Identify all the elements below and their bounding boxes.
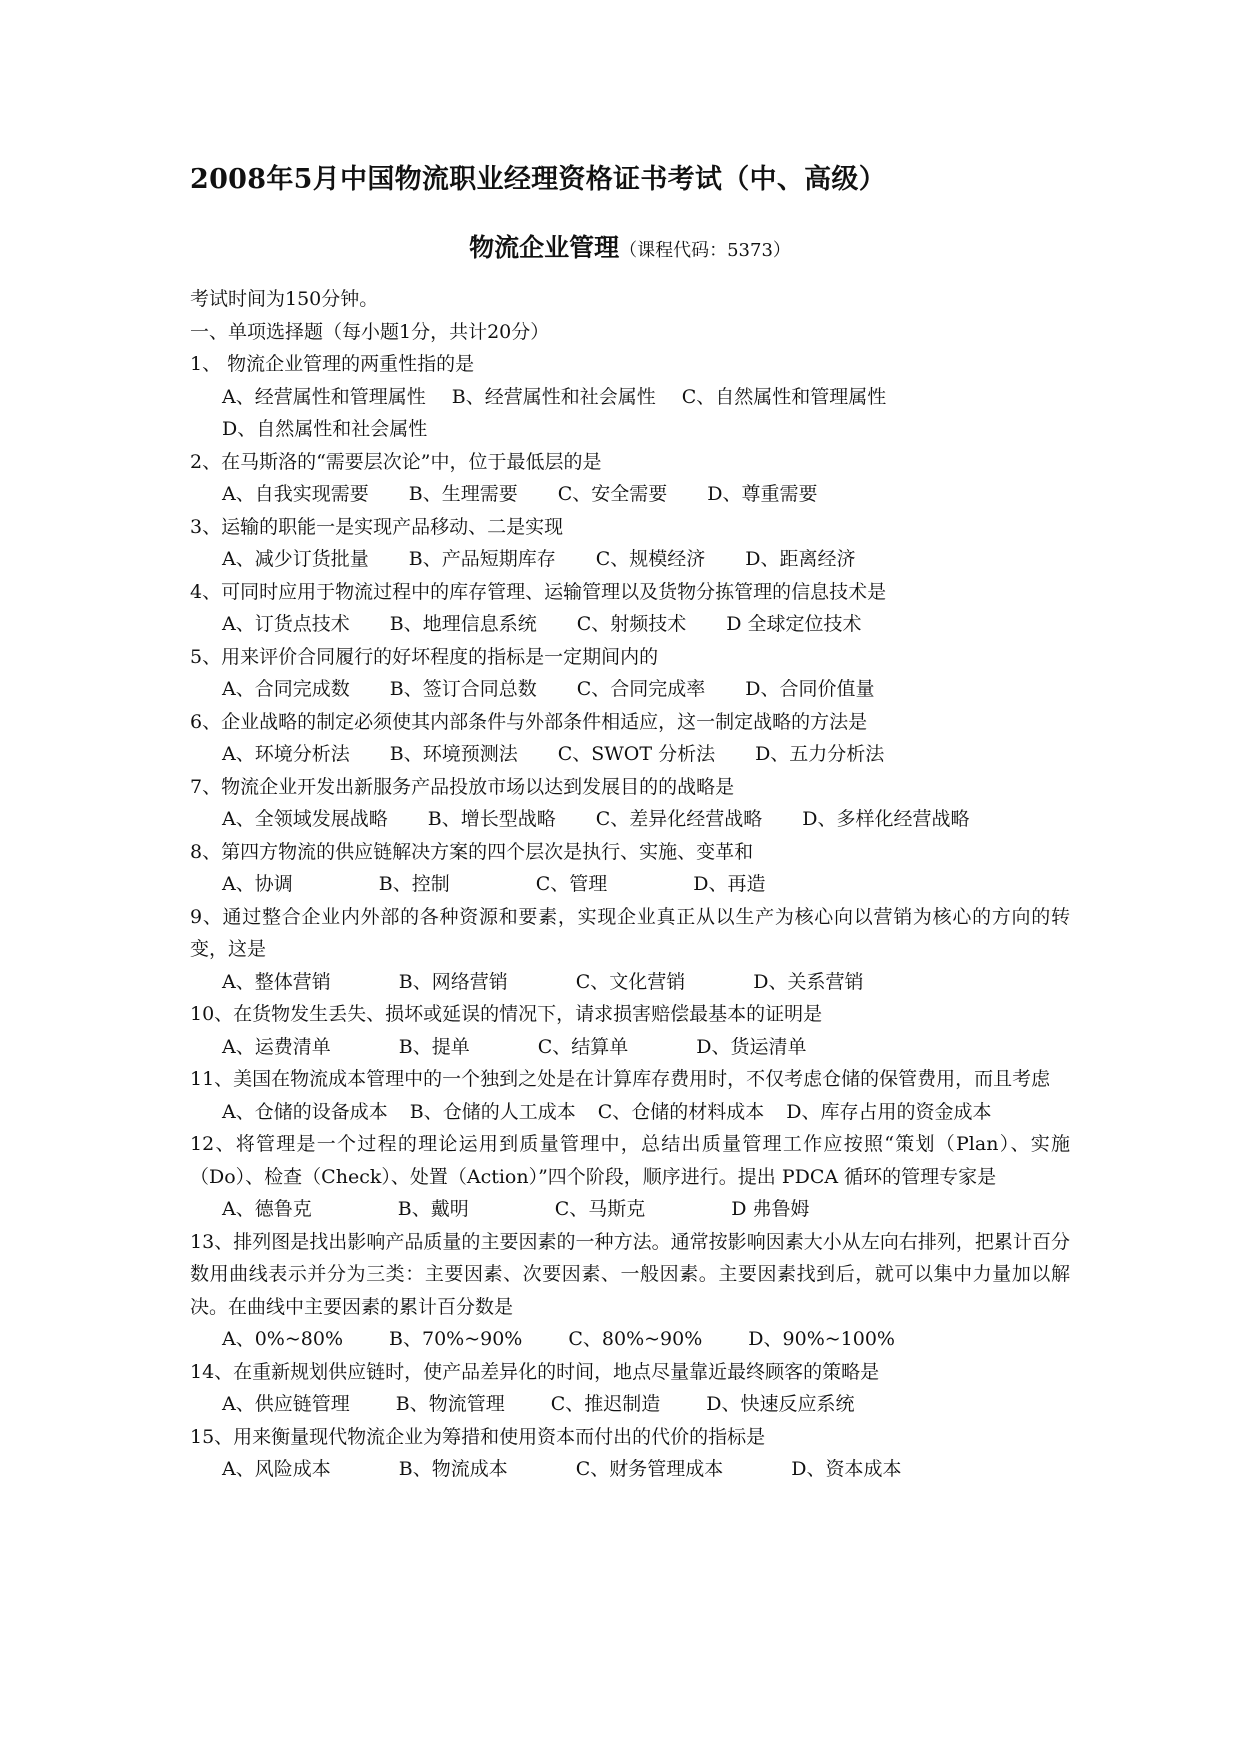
option-b: B、网络营销: [398, 970, 508, 993]
option-c: C、自然属性和管理属性: [681, 385, 887, 408]
question-stem: 4、可同时应用于物流过程中的库存管理、运输管理以及货物分拣管理的信息技术是: [190, 580, 887, 603]
option-b: B、戴明: [397, 1198, 469, 1220]
question-options: [190, 1388, 1070, 1421]
option-d: D 全球定位技术: [726, 613, 862, 635]
option-a: A、0%~80%: [222, 1328, 344, 1350]
option-a: A、全领域发展战略: [222, 808, 388, 830]
option-d: D、90%~100%: [748, 1328, 895, 1350]
option-c: C、文化营销: [575, 970, 686, 993]
question-stem: 7、物流企业开发出新服务产品投放市场以达到发展目的的战略是: [190, 775, 735, 798]
question-options: [190, 543, 1070, 576]
option-a: A、减少订货批量: [222, 548, 369, 570]
option-d: D、再造: [693, 873, 766, 895]
question-options: [190, 803, 1070, 836]
option-d: D、关系营销: [753, 970, 864, 993]
question-6: [190, 706, 1070, 771]
question-7: [190, 771, 1070, 836]
exam-document: [190, 160, 1070, 1486]
question-options: [190, 1453, 1070, 1486]
question-options: [190, 1096, 1070, 1129]
option-a: A、供应链管理: [222, 1393, 350, 1415]
option-c: C、安全需要: [557, 483, 668, 505]
option-b: B、增长型战略: [427, 808, 556, 830]
option-d: D 弗鲁姆: [731, 1198, 810, 1220]
option-d: D、多样化经营战略: [802, 808, 970, 830]
option-b: B、物流管理: [395, 1393, 505, 1415]
page-title: 2008年5月中国物流职业经理资格证书考试（中、高级）: [190, 164, 887, 195]
option-b: B、经营属性和社会属性: [451, 385, 656, 408]
option-b: B、物流成本: [398, 1458, 508, 1480]
question-stem: 6、企业战略的制定必须使其内部条件与外部条件相适应，这一制定战略的方法是: [190, 710, 868, 733]
subject-heading: [190, 228, 1070, 271]
option-a: A、经营属性和管理属性: [222, 385, 426, 408]
option-d: D、自然属性和社会属性: [222, 418, 428, 440]
option-a: A、运费清单: [222, 1035, 331, 1058]
option-d: D、资本成本: [791, 1458, 902, 1480]
option-d: D、货运清单: [696, 1035, 807, 1058]
option-a: A、环境分析法: [222, 743, 350, 765]
question-stem: 13、排列图是找出影响产品质量的主要因素的一种方法。通常按影响因素大小从左向右排列，把累计百分数用曲线表示并分为三类：主要因素、次要因素、一般因素。主要因素找到后，就可以集中力量加以解决。在曲线中主要因素的累计百分数是: [190, 1230, 1070, 1318]
option-d: D、合同价值量: [745, 678, 875, 700]
option-b: B、仓储的人工成本: [409, 1100, 576, 1123]
option-a: A、自我实现需要: [222, 483, 369, 505]
question-9: [190, 901, 1070, 999]
question-options: [190, 966, 1070, 999]
option-b: B、70%~90%: [389, 1328, 523, 1350]
question-options: [190, 1031, 1070, 1064]
question-11: [190, 1063, 1070, 1128]
question-5: [190, 641, 1070, 706]
question-options: [190, 381, 1070, 446]
option-c: C、管理: [535, 873, 608, 895]
question-options: [190, 608, 1070, 641]
option-b: B、签订合同总数: [389, 678, 537, 700]
subject-name: 物流企业管理: [469, 233, 620, 262]
question-stem: 3、运输的职能一是实现产品移动、二是实现: [190, 515, 564, 538]
section-title: 一、单项选择题（每小题1分，共计20分）: [190, 320, 550, 343]
option-a: A、德鲁克: [222, 1198, 312, 1220]
question-options: [190, 1323, 1070, 1356]
question-15: [190, 1421, 1070, 1486]
question-options: [190, 868, 1070, 901]
option-a: A、订货点技术: [222, 613, 350, 635]
question-stem: 11、美国在物流成本管理中的一个独到之处是在计算库存费用时，不仅考虑仓储的保管费用，而且考虑: [190, 1068, 1051, 1090]
question-4: [190, 576, 1070, 641]
question-stem: 1、 物流企业管理的两重性指的是: [190, 353, 475, 375]
option-d: D、库存占用的资金成本: [786, 1100, 992, 1123]
option-c: C、SWOT 分析法: [557, 743, 716, 765]
option-d: D、尊重需要: [707, 483, 818, 505]
option-b: B、地理信息系统: [389, 613, 537, 635]
option-b: B、提单: [398, 1035, 470, 1058]
question-options: [190, 478, 1070, 511]
option-c: C、合同完成率: [576, 678, 706, 700]
question-3: [190, 511, 1070, 576]
question-1: [190, 348, 1070, 446]
option-d: D、距离经济: [745, 548, 856, 570]
question-stem: 8、第四方物流的供应链解决方案的四个层次是执行、实施、变革和: [190, 840, 754, 863]
question-stem: 9、通过整合企业内外部的各种资源和要素，实现企业真正从以生产为核心向以营销为核心的方向的转变，这是: [190, 905, 1070, 960]
option-b: B、环境预测法: [389, 743, 518, 765]
option-d: D、五力分析法: [755, 743, 885, 765]
exam-time: 考试时间为150分钟。: [190, 288, 379, 310]
option-c: C、马斯克: [554, 1198, 646, 1220]
option-c: C、射频技术: [576, 613, 687, 635]
option-c: C、财务管理成本: [575, 1458, 724, 1480]
option-b: B、产品短期库存: [408, 548, 556, 570]
question-options: [190, 1193, 1070, 1226]
question-stem: 15、用来衡量现代物流企业为筹措和使用资本而付出的代价的指标是: [190, 1425, 766, 1448]
question-stem: 5、用来评价合同履行的好坏程度的指标是一定期间内的: [190, 645, 659, 668]
option-a: A、风险成本: [222, 1458, 331, 1480]
option-c: C、仓储的材料成本: [597, 1100, 765, 1123]
option-b: B、生理需要: [408, 483, 518, 505]
question-2: [190, 446, 1070, 511]
question-stem: 12、将管理是一个过程的理论运用到质量管理中，总结出质量管理工作应按照“策划（Plan）、实施（Do）、检查（Check）、处置（Action）”四个阶段，顺序进行。提出 PDCA 循环的管理专家是: [190, 1133, 1070, 1188]
option-a: A、合同完成数: [222, 678, 350, 700]
question-13: [190, 1226, 1070, 1356]
question-10: [190, 998, 1070, 1063]
question-stem: 2、在马斯洛的“需要层次论”中，位于最低层的是: [190, 450, 602, 473]
option-a: A、协调: [222, 873, 293, 895]
option-c: C、推迟制造: [550, 1393, 661, 1415]
question-options: [190, 738, 1070, 771]
question-options: [190, 673, 1070, 706]
subject-code: （课程代码：5373）: [619, 240, 791, 261]
option-a: A、整体营销: [222, 970, 331, 993]
option-d: D、快速反应系统: [706, 1393, 855, 1415]
question-8: [190, 836, 1070, 901]
option-b: B、控制: [378, 873, 450, 895]
option-c: C、规模经济: [595, 548, 706, 570]
option-c: C、80%~90%: [568, 1328, 703, 1350]
question-stem: 14、在重新规划供应链时，使产品差异化的时间，地点尽量靠近最终顾客的策略是: [190, 1360, 880, 1383]
option-c: C、差异化经营战略: [595, 808, 763, 830]
question-12: [190, 1128, 1070, 1226]
question-stem: 10、在货物发生丢失、损坏或延误的情况下，请求损害赔偿最基本的证明是: [190, 1003, 823, 1025]
option-c: C、结算单: [537, 1035, 629, 1058]
question-14: [190, 1356, 1070, 1421]
option-a: A、仓储的设备成本: [222, 1100, 388, 1123]
